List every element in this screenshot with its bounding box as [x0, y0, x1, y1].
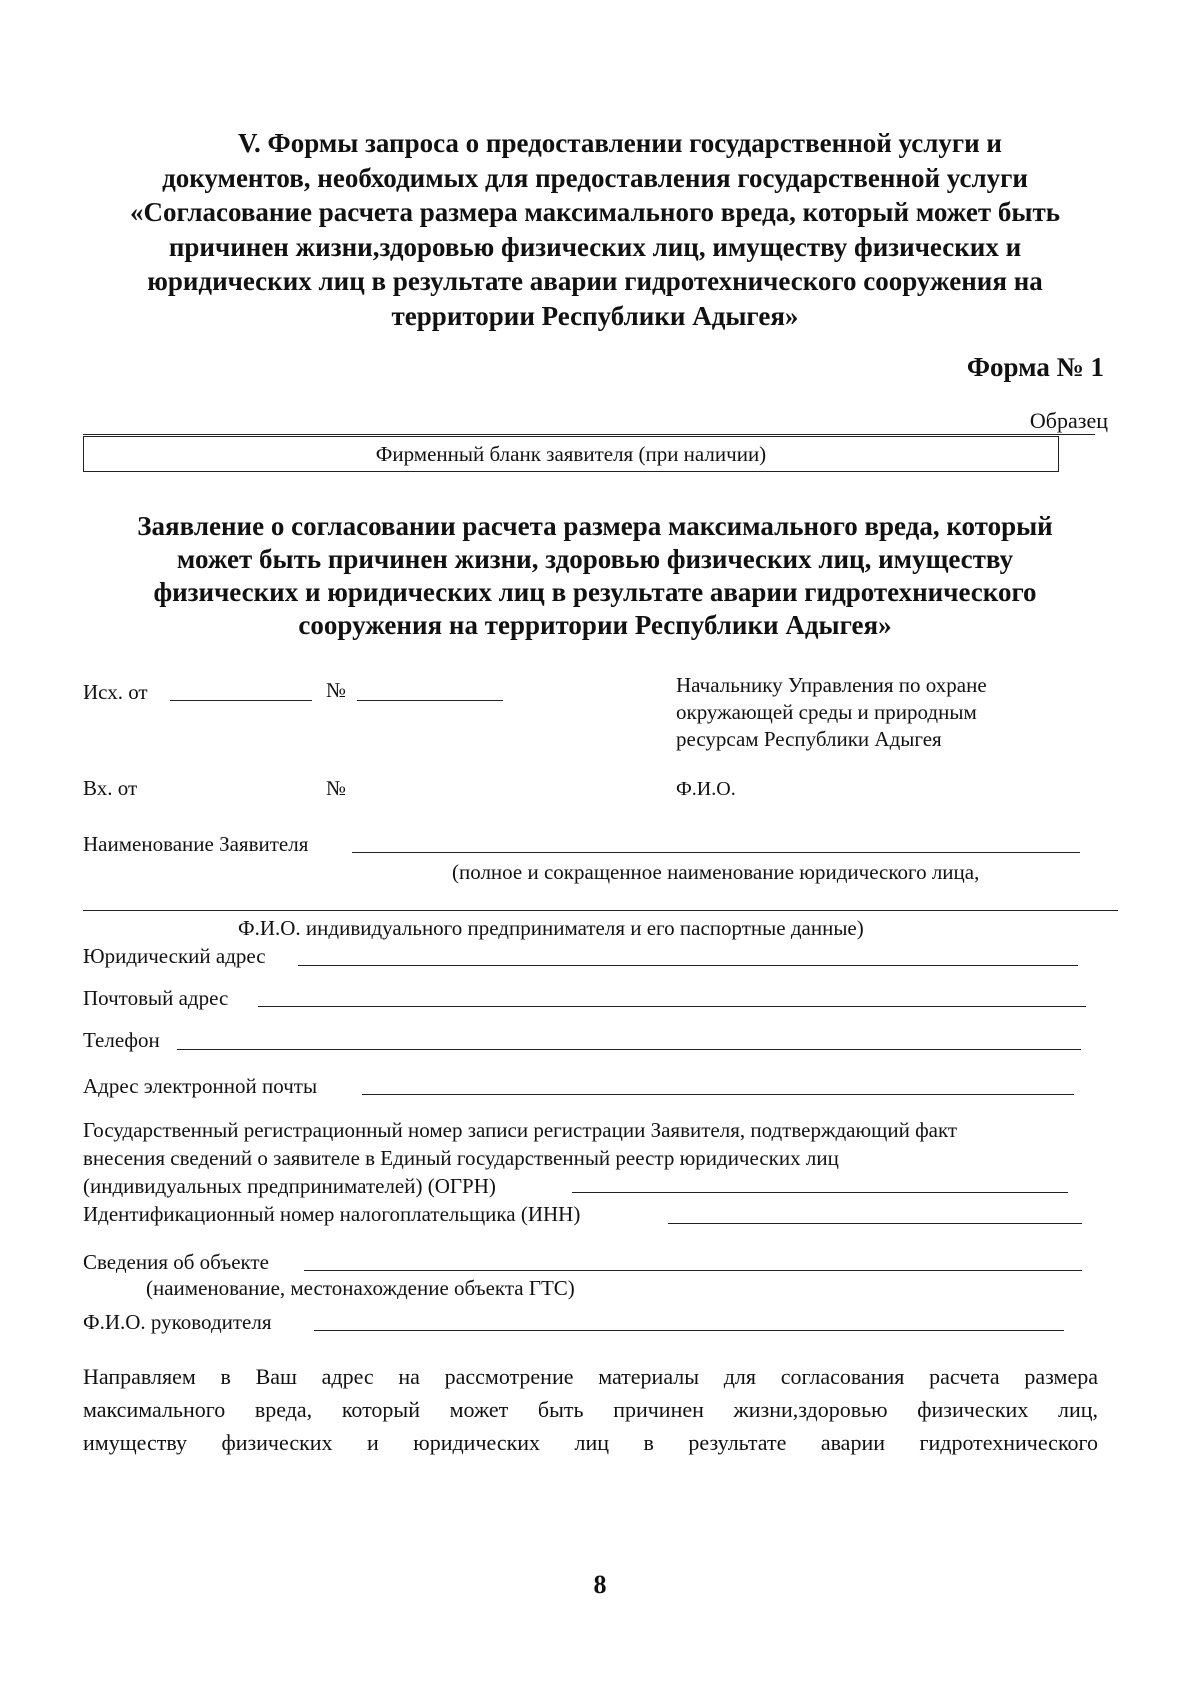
application-title-line: физических и юридических лиц в результате аварии гидротехнического: [153, 577, 1037, 607]
section-title-line: V. Формы запроса о предоставлении государственной услуги и: [238, 128, 1002, 158]
incoming-date-label: Вх. от: [83, 776, 138, 800]
body-line: имуществу физических и юридических лиц в результате аварии гидротехнического: [83, 1430, 1098, 1455]
section-title: [90, 126, 1100, 333]
inn-field[interactable]: [668, 1223, 1082, 1224]
addressee-line: ресурсам Республики Адыгея: [676, 727, 942, 751]
section-title-line: причинен жизни,здоровью физических лиц, имуществу физических и: [168, 231, 1022, 262]
outgoing-number-field[interactable]: [357, 700, 503, 701]
object-info-label: Сведения об объекте: [83, 1250, 269, 1274]
head-fio-label: Ф.И.О. руководителя: [83, 1310, 272, 1334]
addressee-line: Начальнику Управления по охране: [676, 673, 987, 697]
legal-address-field[interactable]: [298, 965, 1078, 966]
head-fio-field[interactable]: [314, 1330, 1064, 1331]
object-info-field[interactable]: [304, 1270, 1082, 1271]
ogrn-field[interactable]: [572, 1192, 1068, 1193]
applicant-name-field[interactable]: [352, 852, 1080, 853]
addressee-line: окружающей среды и природным: [676, 700, 977, 724]
sample-label: Образец: [1029, 408, 1108, 433]
sample-underline: [83, 434, 1095, 435]
body-line: максимального вреда, который может быть причинен жизни,здоровью физических лиц,: [83, 1397, 1098, 1422]
ogrn-label: [83, 1116, 957, 1200]
section-title-line: «Согласование расчета размера максимального вреда, который может быть: [129, 197, 1061, 227]
application-title-line: может быть причинен жизни, здоровью физических лиц, имуществу: [176, 544, 1014, 574]
legal-address-label: Юридический адрес: [83, 944, 266, 968]
inn-label: Идентификационный номер налогоплательщика (ИНН): [83, 1202, 581, 1226]
section-title-line: территории Республики Адыгея»: [391, 300, 799, 331]
incoming-number-label: №: [326, 776, 347, 800]
section-title-line: юридических лиц в результате аварии гидротехнического сооружения на: [147, 266, 1043, 296]
email-label: Адрес электронной почты: [83, 1074, 318, 1098]
form-number: Форма № 1: [966, 352, 1104, 382]
applicant-hint: (полное и сокращенное наименование юридического лица,: [452, 860, 980, 884]
phone-label: Телефон: [83, 1028, 160, 1052]
ogrn-label-line: внесения сведений о заявителе в Единый государственный реестр юридических лиц: [83, 1146, 839, 1170]
object-hint: (наименование, местонахождение объекта ГТС): [146, 1276, 575, 1300]
application-title-line: сооружения на территории Республики Адыгея»: [298, 610, 892, 640]
applicant-name-label: Наименование Заявителя: [83, 832, 309, 856]
addressee-fio: Ф.И.О.: [676, 778, 736, 800]
outgoing-number-label: №: [326, 678, 347, 702]
email-field[interactable]: [362, 1094, 1074, 1095]
body-line: Направляем в Ваш адрес на рассмотрение материалы для согласования расчета размера: [83, 1364, 1098, 1389]
applicant-hint: Ф.И.О. индивидуального предпринимателя и его паспортные данные): [238, 916, 864, 940]
addressee: [676, 672, 987, 753]
letterhead-box[interactable]: Фирменный бланк заявителя (при наличии): [83, 436, 1059, 472]
postal-address-field[interactable]: [258, 1006, 1086, 1007]
applicant-name-field-2[interactable]: [83, 910, 1118, 911]
outgoing-date-label: Исх. от: [83, 680, 148, 704]
ogrn-label-line: (индивидуальных предпринимателей) (ОГРН): [83, 1174, 496, 1198]
page-number: 8: [593, 1570, 607, 1599]
ogrn-label-line: Государственный регистрационный номер записи регистрации Заявителя, подтверждающий факт: [83, 1118, 958, 1142]
phone-field[interactable]: [177, 1049, 1081, 1050]
application-title: [95, 510, 1095, 642]
outgoing-date-field[interactable]: [170, 700, 312, 701]
postal-address-label: Почтовый адрес: [83, 986, 229, 1010]
section-title-line: документов, необходимых для предоставления государственной услуги: [162, 162, 1028, 193]
application-title-line: Заявление о согласовании расчета размера максимального вреда, который: [137, 511, 1053, 541]
body-paragraph: [83, 1360, 1098, 1459]
